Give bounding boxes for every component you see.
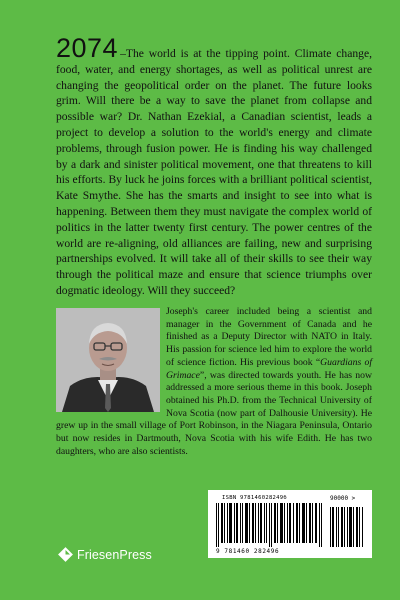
publisher-mark	[58, 547, 152, 562]
price-barcode-bars	[330, 503, 364, 547]
isbn-label: ISBN 978146028249б	[222, 495, 288, 501]
synopsis-text: –The world is at the tipping point. Climate change, food, water, and energy shortages, as well as political unrest are changing the geopolitical order on the planet. The future looks grim. Will there be a way to save the planet from collapse and possible war? Dr. Nathan Ezekial, a Canadian scientist, leads a project to develop a solution to the world's energy and climate problems, through fusion power. He is finding his way challenged by a dark and sinister political movement, one that threatens to kill his efforts. By luck he joins forces with a brilliant political scientist, Kate Smythe. She has the smarts and insight to see into what is happening. Between them they must navigate the complex world of politics in the latter twenty first century. The power centres of the world are re-aligning, old alliances are failing, new and surprising partnerships evolved. It will take all of their skills to see their way through the political maze and ensure that science triumphs over dogmatic ideology. Will they succeed?	[56, 47, 372, 297]
publisher-logo-icon	[58, 547, 73, 562]
author-bio	[56, 306, 372, 458]
barcode-bars	[216, 503, 326, 547]
isbn-barcode	[208, 490, 372, 558]
author-bio-text-2: ”, was directed towards youth. He has now addressed a more serious theme in this book. Joseph obtained his Ph.D. from the Technical University of Nova Scotia (now part of Dalhousie University). He grew up in the small village of Port Robinson, in the Niagara Peninsula, Ontario but now resides in Dartmouth, Nova Scotia with his wife Edith. He has two daughters, who are also scientists.	[56, 369, 372, 457]
previous-book-title: Guardians of Grimace	[166, 356, 373, 381]
author-bio-text-1: Joseph's career included being a scientist and manager in the Government of Canada and he finished as a Deputy Director with NATO in Italy. His passion for science led him to explore the world of science fiction. His previous book “	[166, 306, 372, 368]
synopsis-paragraph	[56, 33, 372, 299]
synopsis-year: 2074	[56, 33, 119, 63]
publisher-name: FriesenPress	[77, 547, 152, 562]
isbn-digits: 9 781460 282496	[216, 548, 280, 555]
price-code-label: 90000 >	[330, 495, 356, 502]
